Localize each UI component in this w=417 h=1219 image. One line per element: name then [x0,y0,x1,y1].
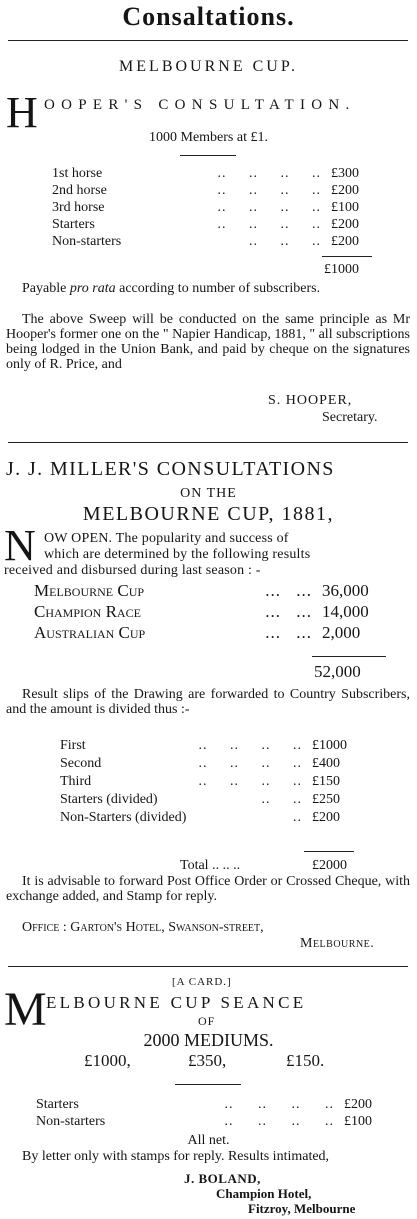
boland-extra-row-leader: .. .. .. .. [224,1097,334,1112]
miller-prize-row-label: Starters (divided) [60,792,158,807]
boland-mediums: 2000 MEDIUMS. [143,1030,274,1050]
hooper-prize-row-label: 2nd horse [52,183,107,198]
miller-result-row-leader: ... ... [265,581,312,600]
hooper-prize-row-amount: £200 [331,234,359,249]
miller-prize-row [0,774,417,792]
boland-extra-row-label: Starters [36,1097,79,1112]
boland-title: ELBOURNE CUP SEANCE [46,993,307,1012]
hooper-total: £1000 [324,262,359,277]
hooper-prize-row-leader: .. .. .. .. [217,200,321,215]
masthead-rule [8,40,408,41]
hooper-heading: MELBOURNE CUP. [119,58,298,75]
miller-title: J. J. MILLER'S CONSULTATIONS [6,458,335,480]
boland-prize-3: £150. [286,1051,325,1070]
boland-address: Fitzroy, Melbourne [248,1201,356,1216]
hooper-prize-row-amount: £300 [331,166,359,181]
miller-prize-row-amount: £1000 [312,738,347,753]
miller-office-city: Melbourne. [300,936,375,951]
hooper-title: OOPER'S CONSULTATION. [44,97,356,113]
miller-prize-row [0,810,417,828]
hooper-prize-row [0,183,417,200]
miller-prize-row-label: Non-Starters (divided) [60,810,187,825]
miller-intro-3: received and disbursed during last season : - [4,563,261,578]
boland-rule [175,1084,241,1085]
miller-result-row-amount: 2,000 [322,623,361,642]
hooper-prize-row [0,166,417,183]
hooper-total-rule [322,256,372,257]
miller-result-row-amount: 14,000 [322,602,369,621]
hooper-prize-row-label: 3rd horse [52,200,105,215]
hooper-signature-title: Secretary. [322,410,378,425]
boland-extra-row [0,1114,417,1131]
miller-divider [8,966,408,967]
miller-result-row [0,623,417,644]
miller-result-row-label: Australian Cup [34,623,146,642]
miller-advice: It is advisable to forward Post Office Order or Crossed Cheque, with exchange added, and Stamp for reply. [6,874,410,904]
boland-dropcap: M [4,983,47,1036]
miller-result-row [0,602,417,623]
masthead-title: Consaltations. [122,2,295,31]
hooper-prize-row-amount: £200 [331,217,359,232]
hooper-prize-row-label: 1st horse [52,166,103,181]
hooper-prize-row [0,200,417,217]
miller-prize-row-leader: .. .. .. .. [198,774,302,789]
miller-result-row-label: Melbourne Cup [34,581,145,600]
hooper-prize-row-amount: £100 [331,200,359,215]
hooper-prize-row-leader: .. .. .. [249,234,321,249]
boland-of: OF [198,1014,216,1028]
miller-dropcap: N [4,521,36,570]
miller-prize-row-leader: .. .. .. .. [198,756,302,771]
boland-letter: By letter only with stamps for reply. Results intimated, [22,1149,330,1164]
miller-total-amount: £2000 [312,858,347,873]
miller-intro-2: which are determined by the following results [44,547,311,562]
boland-hotel: Champion Hotel, [216,1186,312,1201]
miller-intro-1: OW OPEN. The popularity and success of [44,531,289,546]
miller-event: MELBOURNE CUP, 1881, [82,503,335,525]
boland-prize-2: £350, [188,1051,227,1070]
hooper-members: 1000 Members at £1. [149,130,268,145]
boland-extra-row-leader: .. .. .. .. [224,1114,334,1129]
miller-prize-row-label: Third [60,774,92,789]
boland-extra-row-amount: £200 [344,1097,372,1112]
hooper-signature: S. HOOPER, [268,393,353,408]
boland-all-net: All net. [187,1133,230,1148]
miller-office: Office : Garton's Hotel, Swanson-street, [22,920,264,935]
hooper-prize-row-label: Non-starters [52,234,122,249]
miller-total-label: Total .. .. .. [180,858,241,873]
miller-result-row-leader: ... ... [265,623,312,642]
miller-result-slips: Result slips of the Drawing are forwarded to Country Subscribers, and the amount is divided thus :- [6,687,410,717]
miller-results-total: 52,000 [314,662,361,681]
boland-extra-row-amount: £100 [344,1114,372,1129]
boland-extra-row-label: Non-starters [36,1114,106,1129]
miller-result-row-amount: 36,000 [322,581,369,600]
hooper-divider [8,442,408,443]
miller-total-rule [304,851,354,852]
hooper-prize-row-amount: £200 [331,183,359,198]
miller-results-rule [312,656,386,657]
boland-extra-row [0,1097,417,1114]
hooper-prize-row-leader: .. .. .. .. [217,183,321,198]
miller-prize-row-amount: £200 [312,810,340,825]
hooper-prize-row-leader: .. .. .. .. [217,166,321,181]
hooper-prize-row-leader: .. .. .. .. [217,217,321,232]
hooper-payable: Payable pro rata according to number of subscribers. [22,281,321,296]
miller-result-row [0,581,417,602]
miller-prize-row-leader: .. [293,810,302,825]
miller-prize-row-amount: £250 [312,792,340,807]
miller-prize-row [0,792,417,810]
miller-on-the: ON THE [180,486,237,501]
boland-prize-1: £1000, [84,1051,131,1070]
hooper-body: The above Sweep will be conducted on the same principle as Mr Hooper's former one on the " Napier Handicap, 1881, " all subscriptions being lodged in the Union Bank, and paid by cheque on the signatures only of R. Price, and [6,312,410,372]
miller-result-row-leader: ... ... [265,602,312,621]
miller-prize-row [0,756,417,774]
boland-name: J. BOLAND, [184,1171,261,1186]
miller-prize-row-amount: £150 [312,774,340,789]
hooper-members-rule [180,155,236,156]
hooper-prize-row [0,234,417,251]
miller-prize-row-label: Second [60,756,102,771]
miller-prize-row-leader: .. .. .. .. [198,738,302,753]
hooper-prize-row-label: Starters [52,217,95,232]
miller-prize-row-label: First [60,738,86,753]
hooper-prize-row [0,217,417,234]
miller-prize-row-leader: .. .. [261,792,302,807]
miller-prize-row [0,738,417,756]
miller-result-row-label: Champion Race [34,602,141,621]
hooper-dropcap: H [6,88,38,137]
boland-card: [A CARD.] [172,976,232,988]
miller-prize-row-amount: £400 [312,756,340,771]
